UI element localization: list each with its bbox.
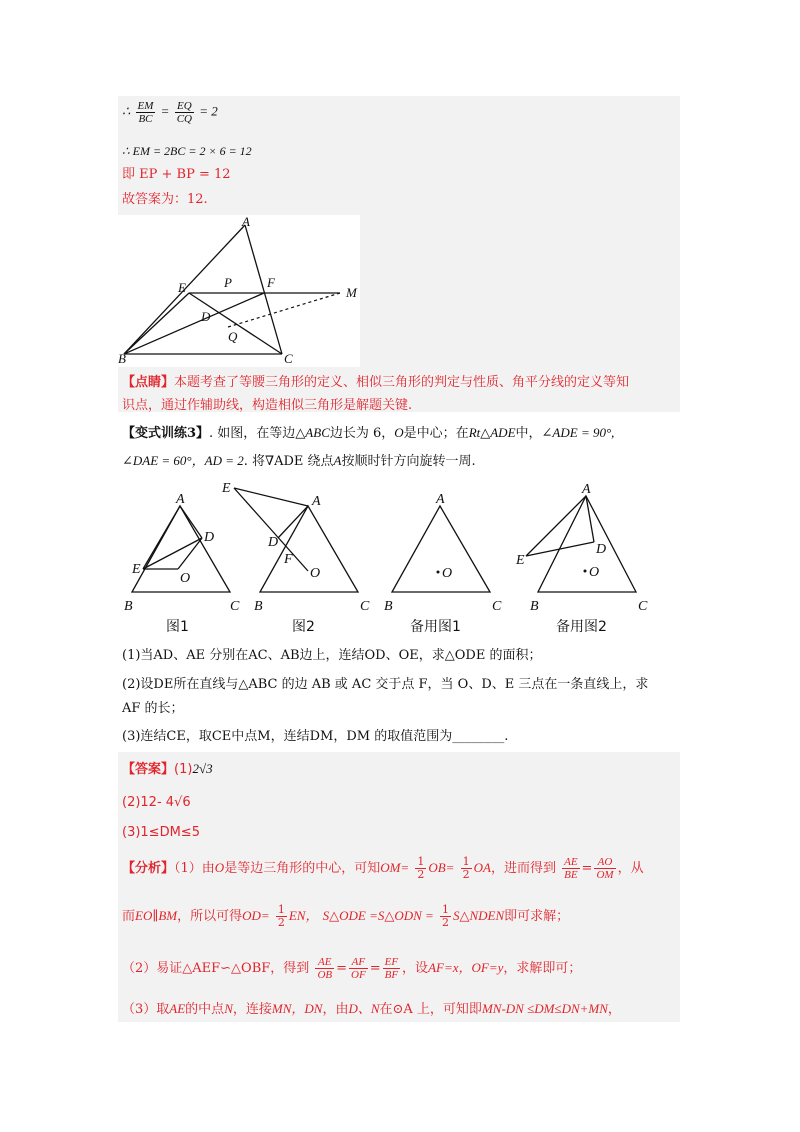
fraction: $\frac{AO}{OM}$ xyxy=(596,856,614,881)
f4-B: B xyxy=(530,599,539,614)
label-P: P xyxy=(224,275,232,290)
question-2b: AF 的长； xyxy=(122,701,184,716)
label-A: A xyxy=(242,215,250,229)
label-C: C xyxy=(284,351,293,366)
answer-blank: ________ xyxy=(452,729,505,744)
fraction: $\frac{EM}{BC}$ xyxy=(137,100,154,125)
label-Q: Q xyxy=(228,329,238,344)
f1-B: B xyxy=(124,599,133,614)
caption-spare2: 备用图2 xyxy=(556,619,607,635)
ep-bp-line: 即 EP + BP = 12 xyxy=(122,167,231,182)
label-M: M xyxy=(346,285,357,300)
label-B: B xyxy=(118,351,126,366)
label-E: E xyxy=(178,280,186,295)
caption-fig2: 图2 xyxy=(292,619,315,635)
caption-spare1: 备用图1 xyxy=(410,619,461,635)
problem-line2: ∠DAE = 60°，AD = 2. 将∇ADE 绕点A按顺时针方向旋转一周. xyxy=(122,453,476,469)
answer-1: 【答案】(1)2√3 xyxy=(122,761,213,777)
f2-F: F xyxy=(284,552,293,567)
answer-block xyxy=(118,752,680,1022)
f3-A: A xyxy=(436,492,445,507)
f1-A: A xyxy=(176,492,185,507)
fraction: $\frac{AE}{BE}$ xyxy=(564,856,578,881)
f2-E: E xyxy=(222,481,231,496)
f1-E: E xyxy=(132,562,141,577)
figures-row xyxy=(118,476,680,616)
fraction-half: $\frac{1}{2}$ xyxy=(277,903,285,929)
fraction: $\frac{EQ}{CQ}$ xyxy=(176,100,192,125)
analysis-line4: （3）取AE的中点N，连接MN，DN，由D、N在⊙A 上，可知即MN-DN ≤DM≤DN+MN， xyxy=(122,1001,621,1017)
f2-D: D xyxy=(268,535,279,550)
f4-C: C xyxy=(638,599,648,614)
f1-D: D xyxy=(204,530,215,545)
f4-O: O xyxy=(589,565,600,580)
f2-B: B xyxy=(254,599,263,614)
triangle-figure-top xyxy=(118,215,360,367)
f3-C: C xyxy=(492,599,502,614)
label-D: D xyxy=(201,309,211,324)
fraction: $\frac{AF}{OF}$ xyxy=(351,956,366,981)
analysis-line3: （2）易证△AEF∽△OBF，得到 $\frac{AE}{OB}$ = $\frac{AF}{OF}$ = $\frac{EF}{BF}$ ，设AF=x，OF=y，求解即可； xyxy=(122,956,582,981)
dianjing-line1: 【点睛】本题考查了等腰三角形的定义、相似三角形的判定与性质、角平分线的定义等知 xyxy=(122,375,630,390)
answer-2: (2)12- 4√6 xyxy=(122,795,191,810)
question-3: (3)连结CE，取CE中点M，连结DM，DM 的取值范围为________. xyxy=(122,729,509,744)
analysis-line2: 而EO∥BM，所以可得OD= $\frac{1}{2}$ EN， S△ODE =S△ODN = $\frac{1}{2}$ S△NDEN即可求解； xyxy=(122,903,570,929)
fraction-half: $\frac{1}{2}$ xyxy=(441,903,449,929)
fraction: $\frac{EF}{BF}$ xyxy=(384,956,399,981)
ratio-line: ∴ $\frac{EM}{BC}$ = $\frac{EQ}{CQ}$ = 2 xyxy=(122,100,218,125)
answer-line: 故答案为：12. xyxy=(122,192,208,207)
center-dot-fig3 xyxy=(437,571,440,574)
f4-D: D xyxy=(596,542,607,557)
center-dot-fig4 xyxy=(584,570,587,573)
f1-O: O xyxy=(180,571,191,586)
answer-3: (3)1≤DM≤5 xyxy=(122,825,200,840)
f4-E: E xyxy=(516,553,525,568)
dianjing-line2: 识点，通过作辅助线，构造相似三角形是解题关键. xyxy=(122,398,413,413)
f2-A: A xyxy=(312,494,321,509)
question-1: (1)当AD、AE 分别在AC、AB边上，连结OD、OE，求△ODE 的面积； xyxy=(122,648,542,663)
caption-fig1: 图1 xyxy=(166,619,189,635)
f2-C: C xyxy=(360,599,370,614)
f1-C: C xyxy=(230,599,240,614)
f3-O: O xyxy=(442,566,453,581)
fraction: $\frac{AE}{OB}$ xyxy=(317,956,333,981)
label-F: F xyxy=(267,275,275,290)
question-2a: (2)设DE所在直线与△ABC 的边 AB 或 AC 交于点 F，当 O、D、E 三点在一条直线上，求 xyxy=(122,677,649,692)
f3-B: B xyxy=(384,599,393,614)
fraction-half: $\frac{1}{2}$ xyxy=(417,855,425,881)
f4-A: A xyxy=(582,482,591,497)
f2-O: O xyxy=(310,566,321,581)
problem-line1: 【变式训练3】. 如图，在等边△ABC边长为 6，O是中心；在Rt△ADE中，∠ADE = 90°, xyxy=(122,425,615,441)
fraction-half: $\frac{1}{2}$ xyxy=(462,855,470,881)
analysis-line1: 【分析】（1）由O是等边三角形的中心，可知OM= $\frac{1}{2}$ OB= $\frac{1}{2}$ OA，进而得到 $\frac{AE}{BE}$ = $\frac{AO}{OM}$ ，从 xyxy=(122,855,644,881)
em-line: ∴ EM = 2BC = 2 × 6 = 12 xyxy=(122,144,252,158)
